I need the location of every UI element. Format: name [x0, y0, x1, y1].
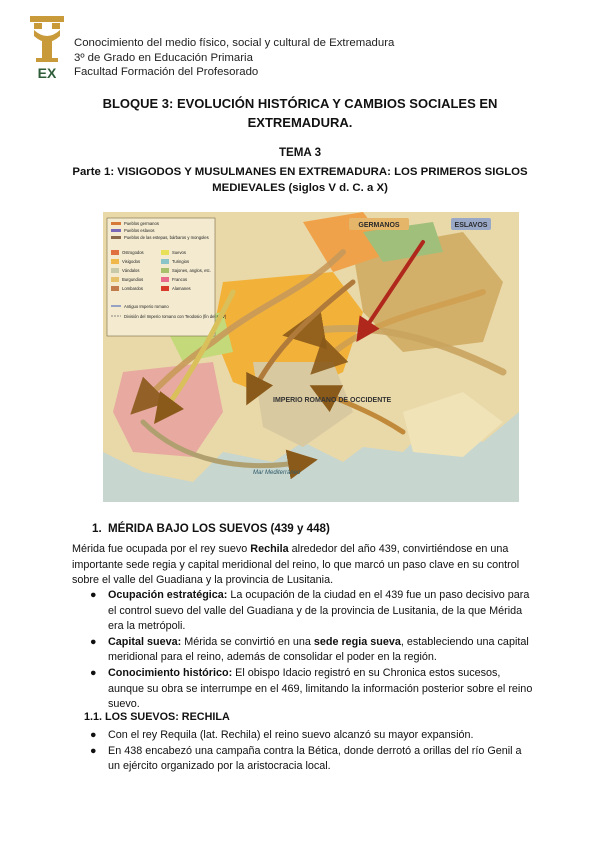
svg-text:Lombardos: Lombardos	[122, 286, 143, 291]
svg-text:División del Imperio romano co: División del Imperio romano con Teodosio (fin del s. IV)	[124, 314, 227, 319]
map-label-imperio: IMPERIO ROMANO DE OCCIDENTE	[273, 397, 392, 404]
header-line-degree: 3º de Grado en Educación Primaria	[74, 51, 253, 64]
svg-text:GERMANOS: GERMANOS	[358, 222, 400, 229]
list-item: ● Con el rey Requila (lat. Rechila) el reino suevo alcanzó su mayor expansión.	[90, 729, 474, 741]
svg-text:Vándalos: Vándalos	[122, 268, 140, 273]
svg-text:ESLAVOS: ESLAVOS	[454, 222, 488, 229]
svg-text:Sajones, anglos, etc.: Sajones, anglos, etc.	[172, 268, 211, 273]
list-item: ● Conocimiento histórico: El obispo Idacio registró en su Chronica estos sucesos, aunque su obra se interrumpe en el 469, limitando la información posterior sobre el reino suevo.	[90, 666, 533, 711]
svg-text:Suevos: Suevos	[172, 250, 186, 255]
page-title: BLOQUE 3: EVOLUCIÓN HISTÓRICA Y CAMBIOS SOCIALES EN EXTREMADURA.	[102, 96, 498, 130]
svg-text:Pueblos germanos: Pueblos germanos	[124, 221, 159, 226]
svg-text:Turingios: Turingios	[172, 259, 190, 264]
svg-text:Antiguo Imperio romano: Antiguo Imperio romano	[124, 304, 169, 309]
list-item: ● Capital sueva: Mérida se convirtió en una sede regia sueva, estableciendo una capital meridional para el reino, además de consolidar el poder en la región.	[90, 635, 529, 664]
svg-text:EX: EX	[37, 65, 57, 81]
svg-text:Visigodos: Visigodos	[122, 259, 141, 264]
svg-text:Burgundios: Burgundios	[122, 277, 144, 282]
parte-title: Parte 1: VISIGODOS Y MUSULMANES EN EXTREMADURA: LOS PRIMEROS SIGLOS MEDIEVALES (siglos V d. C. a X)	[72, 166, 528, 194]
section-bullet-list	[88, 588, 534, 713]
university-logo	[28, 14, 66, 82]
header-line-faculty: Facultad Formación del Profesorado	[74, 66, 259, 78]
page-header	[28, 14, 573, 84]
svg-text:Pueblos de las estepas, bárbar: Pueblos de las estepas, bárbaros y mongoles	[124, 235, 209, 240]
subsection-bullet-list	[88, 728, 534, 775]
svg-text:Ostrogodos: Ostrogodos	[122, 250, 144, 255]
list-item: ● En 438 encabezó una campaña contra la Bética, donde derrotó a orillas del río Genil a un ejército organizado por la aristocracia local.	[90, 744, 522, 773]
header-line-course: Conocimiento del medio físico, social y cultural de Extremadura	[74, 37, 395, 49]
subsection-heading: 1.1. LOS SUEVOS: RECHILA	[84, 711, 230, 723]
svg-text:Alamanes: Alamanes	[172, 286, 191, 291]
section-paragraph: Mérida fue ocupada por el rey suevo Rechila alrededor del año 439, convirtiéndose en una importante sede regia y capital meridional del reino, lo que marcó un paso clave en su control sobre el valle del Guadiana y la provincia de Lusitania.	[72, 543, 520, 587]
svg-text:Francos: Francos	[172, 277, 188, 282]
tema-label: TEMA 3	[278, 146, 322, 159]
svg-text:Mar Mediterráneo: Mar Mediterráneo	[253, 470, 301, 476]
section-heading: 1. MÉRIDA BAJO LOS SUEVOS (439 y 448)	[92, 522, 330, 535]
list-item: ● Ocupación estratégica: La ocupación de la ciudad en el 439 fue un paso decisivo para el control suevo del valle del Guadiana y de la provincia de Lusitania, de la que Mérida era la metrópoli.	[90, 589, 530, 633]
invasions-map	[103, 212, 519, 502]
svg-text:Pueblos eslavos: Pueblos eslavos	[124, 228, 155, 233]
